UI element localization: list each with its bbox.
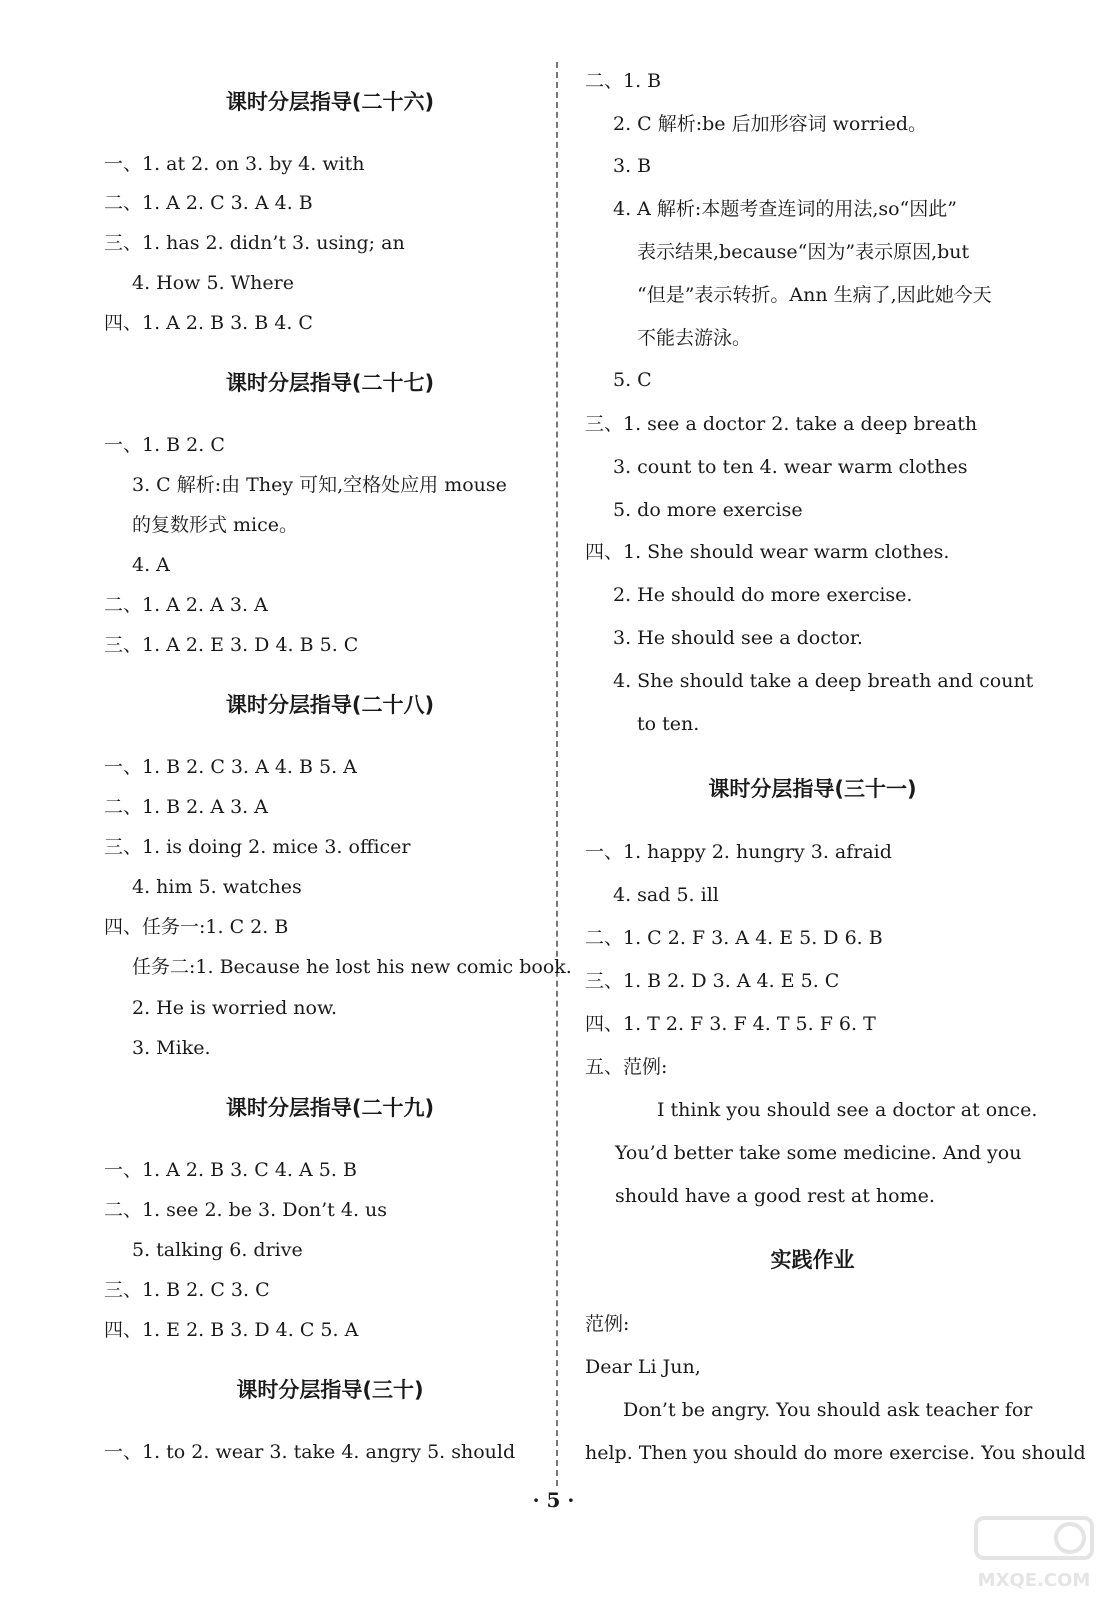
answer-line: 范例: (585, 1313, 630, 1335)
answer-line: 一、1. B 2. C (104, 434, 225, 456)
answer-line: 一、1. A 2. B 3. C 4. A 5. B (104, 1159, 357, 1181)
answer-line: 4. A 解析:本题考查连词的用法,so“因此” (613, 198, 957, 220)
answer-line: to ten. (637, 713, 700, 735)
answer-line: 3. B (613, 155, 652, 177)
column-divider (556, 62, 558, 1486)
answer-line: 四、1. A 2. B 3. B 4. C (104, 312, 313, 334)
answer-line: 二、1. see 2. be 3. Don’t 4. us (104, 1199, 388, 1221)
section-heading-practice: 实践作业 (770, 1248, 855, 1272)
answer-line: 四、1. T 2. F 3. F 4. T 5. F 6. T (585, 1013, 876, 1035)
section-heading-27: 课时分层指导(二十七) (225, 371, 435, 395)
answer-line: 5. talking 6. drive (132, 1239, 303, 1261)
section-heading-30: 课时分层指导(三十) (236, 1378, 424, 1402)
answer-line: 四、1. E 2. B 3. D 4. C 5. A (104, 1319, 359, 1341)
answer-line: 的复数形式 mice。 (132, 514, 299, 536)
answer-line: 5. do more exercise (613, 499, 803, 521)
answer-line: 二、1. A 2. A 3. A (104, 594, 268, 616)
watermark-logo (970, 1512, 1098, 1592)
letter-text-line: help. Then you should do more exercise. You should (585, 1442, 1086, 1464)
answer-line: 二、1. C 2. F 3. A 4. E 5. D 6. B (585, 927, 883, 949)
answer-line: 三、1. B 2. C 3. C (104, 1279, 270, 1301)
answer-line: 一、1. at 2. on 3. by 4. with (104, 153, 365, 175)
sample-text-line: You’d better take some medicine. And you (615, 1142, 1022, 1164)
answer-line: 表示结果,because“因为”表示原因,but (637, 241, 970, 263)
answer-line: 4. A (132, 554, 170, 576)
answer-line: 二、1. A 2. C 3. A 4. B (104, 192, 313, 214)
section-heading-29: 课时分层指导(二十九) (225, 1096, 435, 1120)
answer-line: 2. He should do more exercise. (613, 584, 913, 606)
answer-line: 一、1. B 2. C 3. A 4. B 5. A (104, 756, 357, 778)
answer-line: 3. Mike. (132, 1037, 211, 1059)
answer-line: 三、1. A 2. E 3. D 4. B 5. C (104, 634, 359, 656)
answer-line: 4. She should take a deep breath and count (613, 670, 1034, 692)
answer-line: 二、1. B (585, 70, 662, 92)
answer-line: 不能去游泳。 (637, 327, 752, 349)
answer-line: 4. sad 5. ill (613, 884, 719, 906)
watermark-text: MXQE.COM (977, 1570, 1091, 1591)
answer-line: 三、1. see a doctor 2. take a deep breath (585, 413, 978, 435)
answer-line: 2. He is worried now. (132, 997, 338, 1019)
answer-line: 3. He should see a doctor. (613, 627, 863, 649)
answer-line: 二、1. B 2. A 3. A (104, 796, 268, 818)
answer-line: 4. How 5. Where (132, 272, 294, 294)
answer-line: 2. C 解析:be 后加形容词 worried。 (613, 113, 927, 135)
answer-line: 三、1. B 2. D 3. A 4. E 5. C (585, 970, 840, 992)
answer-line: 一、1. happy 2. hungry 3. afraid (585, 841, 892, 863)
answer-line: 3. C 解析:由 They 可知,空格处应用 mouse (132, 474, 507, 496)
letter-greeting: Dear Li Jun, (585, 1356, 701, 1378)
section-heading-31: 课时分层指导(三十一) (708, 777, 917, 801)
letter-text-line: Don’t be angry. You should ask teacher for (623, 1399, 1033, 1421)
answer-line: 一、1. to 2. wear 3. take 4. angry 5. should (104, 1441, 516, 1463)
answer-line: 五、范例: (585, 1056, 668, 1078)
answer-line: 任务二:1. Because he lost his new comic book. (132, 956, 572, 978)
answer-line: 四、1. She should wear warm clothes. (585, 541, 950, 563)
answer-line: 3. count to ten 4. wear warm clothes (613, 456, 968, 478)
answer-line: 5. C (613, 369, 652, 391)
answer-line: 4. him 5. watches (132, 876, 302, 898)
section-heading-26: 课时分层指导(二十六) (225, 90, 435, 114)
answer-line: 三、1. is doing 2. mice 3. officer (104, 836, 411, 858)
answer-line: 四、任务一:1. C 2. B (104, 916, 289, 938)
answer-line: “但是”表示转折。Ann 生病了,因此她今天 (637, 284, 992, 306)
sample-text-line: I think you should see a doctor at once. (657, 1099, 1038, 1121)
answer-line: 三、1. has 2. didn’t 3. using; an (104, 232, 405, 254)
sample-text-line: should have a good rest at home. (615, 1185, 935, 1207)
page-number: · 5 · (532, 1488, 575, 1512)
section-heading-28: 课时分层指导(二十八) (225, 693, 435, 717)
